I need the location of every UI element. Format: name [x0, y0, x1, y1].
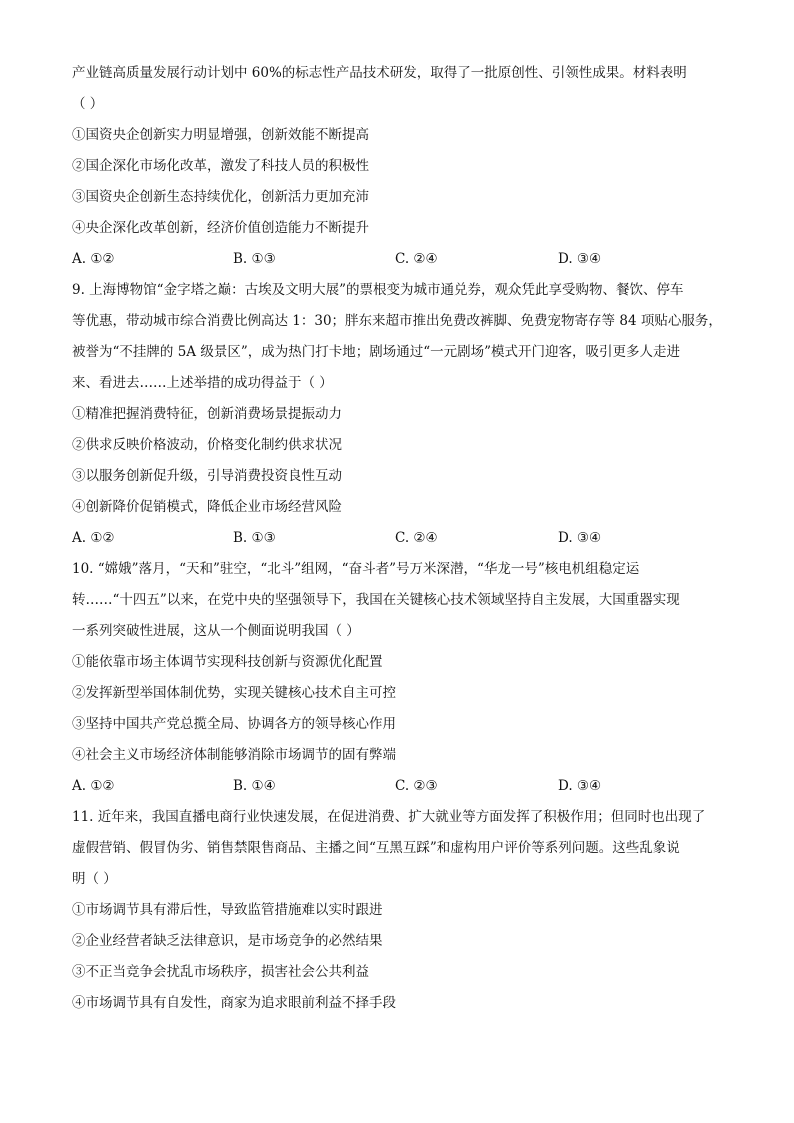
question-stem-line: 等优惠，带动城市综合消费比例高达 1：30；胖东来超市推出免费改裤脚、免费宠物寄存等 84 项贴心服务，	[72, 313, 722, 329]
question-8	[72, 58, 732, 275]
option-d: D. ③④	[558, 530, 602, 546]
question-stem-line: 被誉为“不挂牌的 5A 级景区”，成为热门打卡地；剧场通过“一元剧场”模式开门迎客，吸引更多人走进	[72, 344, 681, 360]
statement-item: ①国资央企创新实力明显增强，创新效能不断提高	[72, 127, 369, 143]
option-b: B. ①④	[233, 778, 276, 794]
option-b: B. ①③	[233, 251, 276, 267]
question-9	[72, 275, 732, 554]
statement-item: ④创新降价促销模式，降低企业市场经营风险	[72, 499, 342, 515]
statement-item: ①市场调节具有滞后性，导致监管措施难以实时跟进	[72, 902, 383, 918]
statement-item: ④央企深化改革创新，经济价值创造能力不断提升	[72, 220, 369, 236]
exam-page	[72, 58, 732, 1019]
option-d: D. ③④	[558, 251, 602, 267]
question-stem-line: 虚假营销、假冒伪劣、销售禁限售商品、主播之间“互黑互踩”和虚构用户评价等系列问题。这些乱象说	[72, 840, 680, 856]
statement-item: ③坚持中国共产党总揽全局、协调各方的领导核心作用	[72, 716, 396, 732]
question-stem-line: 明（ ）	[72, 871, 117, 887]
answer-options	[72, 244, 732, 275]
statement-item: ③不正当竞争会扰乱市场秩序，损害社会公共利益	[72, 964, 369, 980]
question-stem-line: 来、看进去……上述举措的成功得益于（ ）	[72, 375, 333, 391]
question-stem-line: 产业链高质量发展行动计划中 60%的标志性产品技术研发，取得了一批原创性、引领性成果。材料表明	[72, 65, 687, 81]
option-c: C. ②④	[395, 530, 438, 546]
statement-item: ②供求反映价格波动，价格变化制约供求状况	[72, 437, 342, 453]
question-11	[72, 802, 732, 1019]
answer-blank: （ ）	[72, 96, 104, 112]
statement-item: ①能依靠市场主体调节实现科技创新与资源优化配置	[72, 654, 383, 670]
answer-options	[72, 771, 732, 802]
statement-item: ④社会主义市场经济体制能够消除市场调节的固有弊端	[72, 747, 396, 763]
question-stem-line: 9. 上海博物馆“金字塔之巅：古埃及文明大展”的票根变为城市通兑券，观众凭此享受购物、餐饮、停车	[72, 282, 684, 298]
question-stem-line: 一系列突破性进展，这从一个侧面说明我国（ ）	[72, 623, 360, 639]
option-c: C. ②④	[395, 251, 438, 267]
option-a: A. ①②	[72, 778, 115, 794]
statement-item: ②企业经营者缺乏法律意识，是市场竞争的必然结果	[72, 933, 383, 949]
option-a: A. ①②	[72, 251, 115, 267]
option-b: B. ①③	[233, 530, 276, 546]
answer-options	[72, 523, 732, 554]
statement-item: ②发挥新型举国体制优势，实现关键核心技术自主可控	[72, 685, 396, 701]
statement-item: ①精准把握消费特征，创新消费场景提振动力	[72, 406, 342, 422]
statement-item: ③国资央企创新生态持续优化，创新活力更加充沛	[72, 189, 369, 205]
question-stem-line: 10. “嫦娥”落月，“天和”驻空，“北斗”组网，“奋斗者”号万米深潜，“华龙一号”核电机组稳定运	[72, 561, 640, 577]
question-stem-line: 11. 近年来，我国直播电商行业快速发展，在促进消费、扩大就业等方面发挥了积极作用；但同时也出现了	[72, 809, 706, 825]
option-a: A. ①②	[72, 530, 115, 546]
statement-item: ③以服务创新促升级，引导消费投资良性互动	[72, 468, 342, 484]
statement-item: ④市场调节具有自发性，商家为追求眼前利益不择手段	[72, 995, 396, 1011]
option-c: C. ②③	[395, 778, 438, 794]
statement-item: ②国企深化市场化改革，激发了科技人员的积极性	[72, 158, 369, 174]
question-stem-line: 转……“十四五”以来，在党中央的坚强领导下，我国在关键核心技术领域坚持自主发展，大国重器实现	[72, 592, 680, 608]
option-d: D. ③④	[558, 778, 602, 794]
question-10	[72, 554, 732, 802]
